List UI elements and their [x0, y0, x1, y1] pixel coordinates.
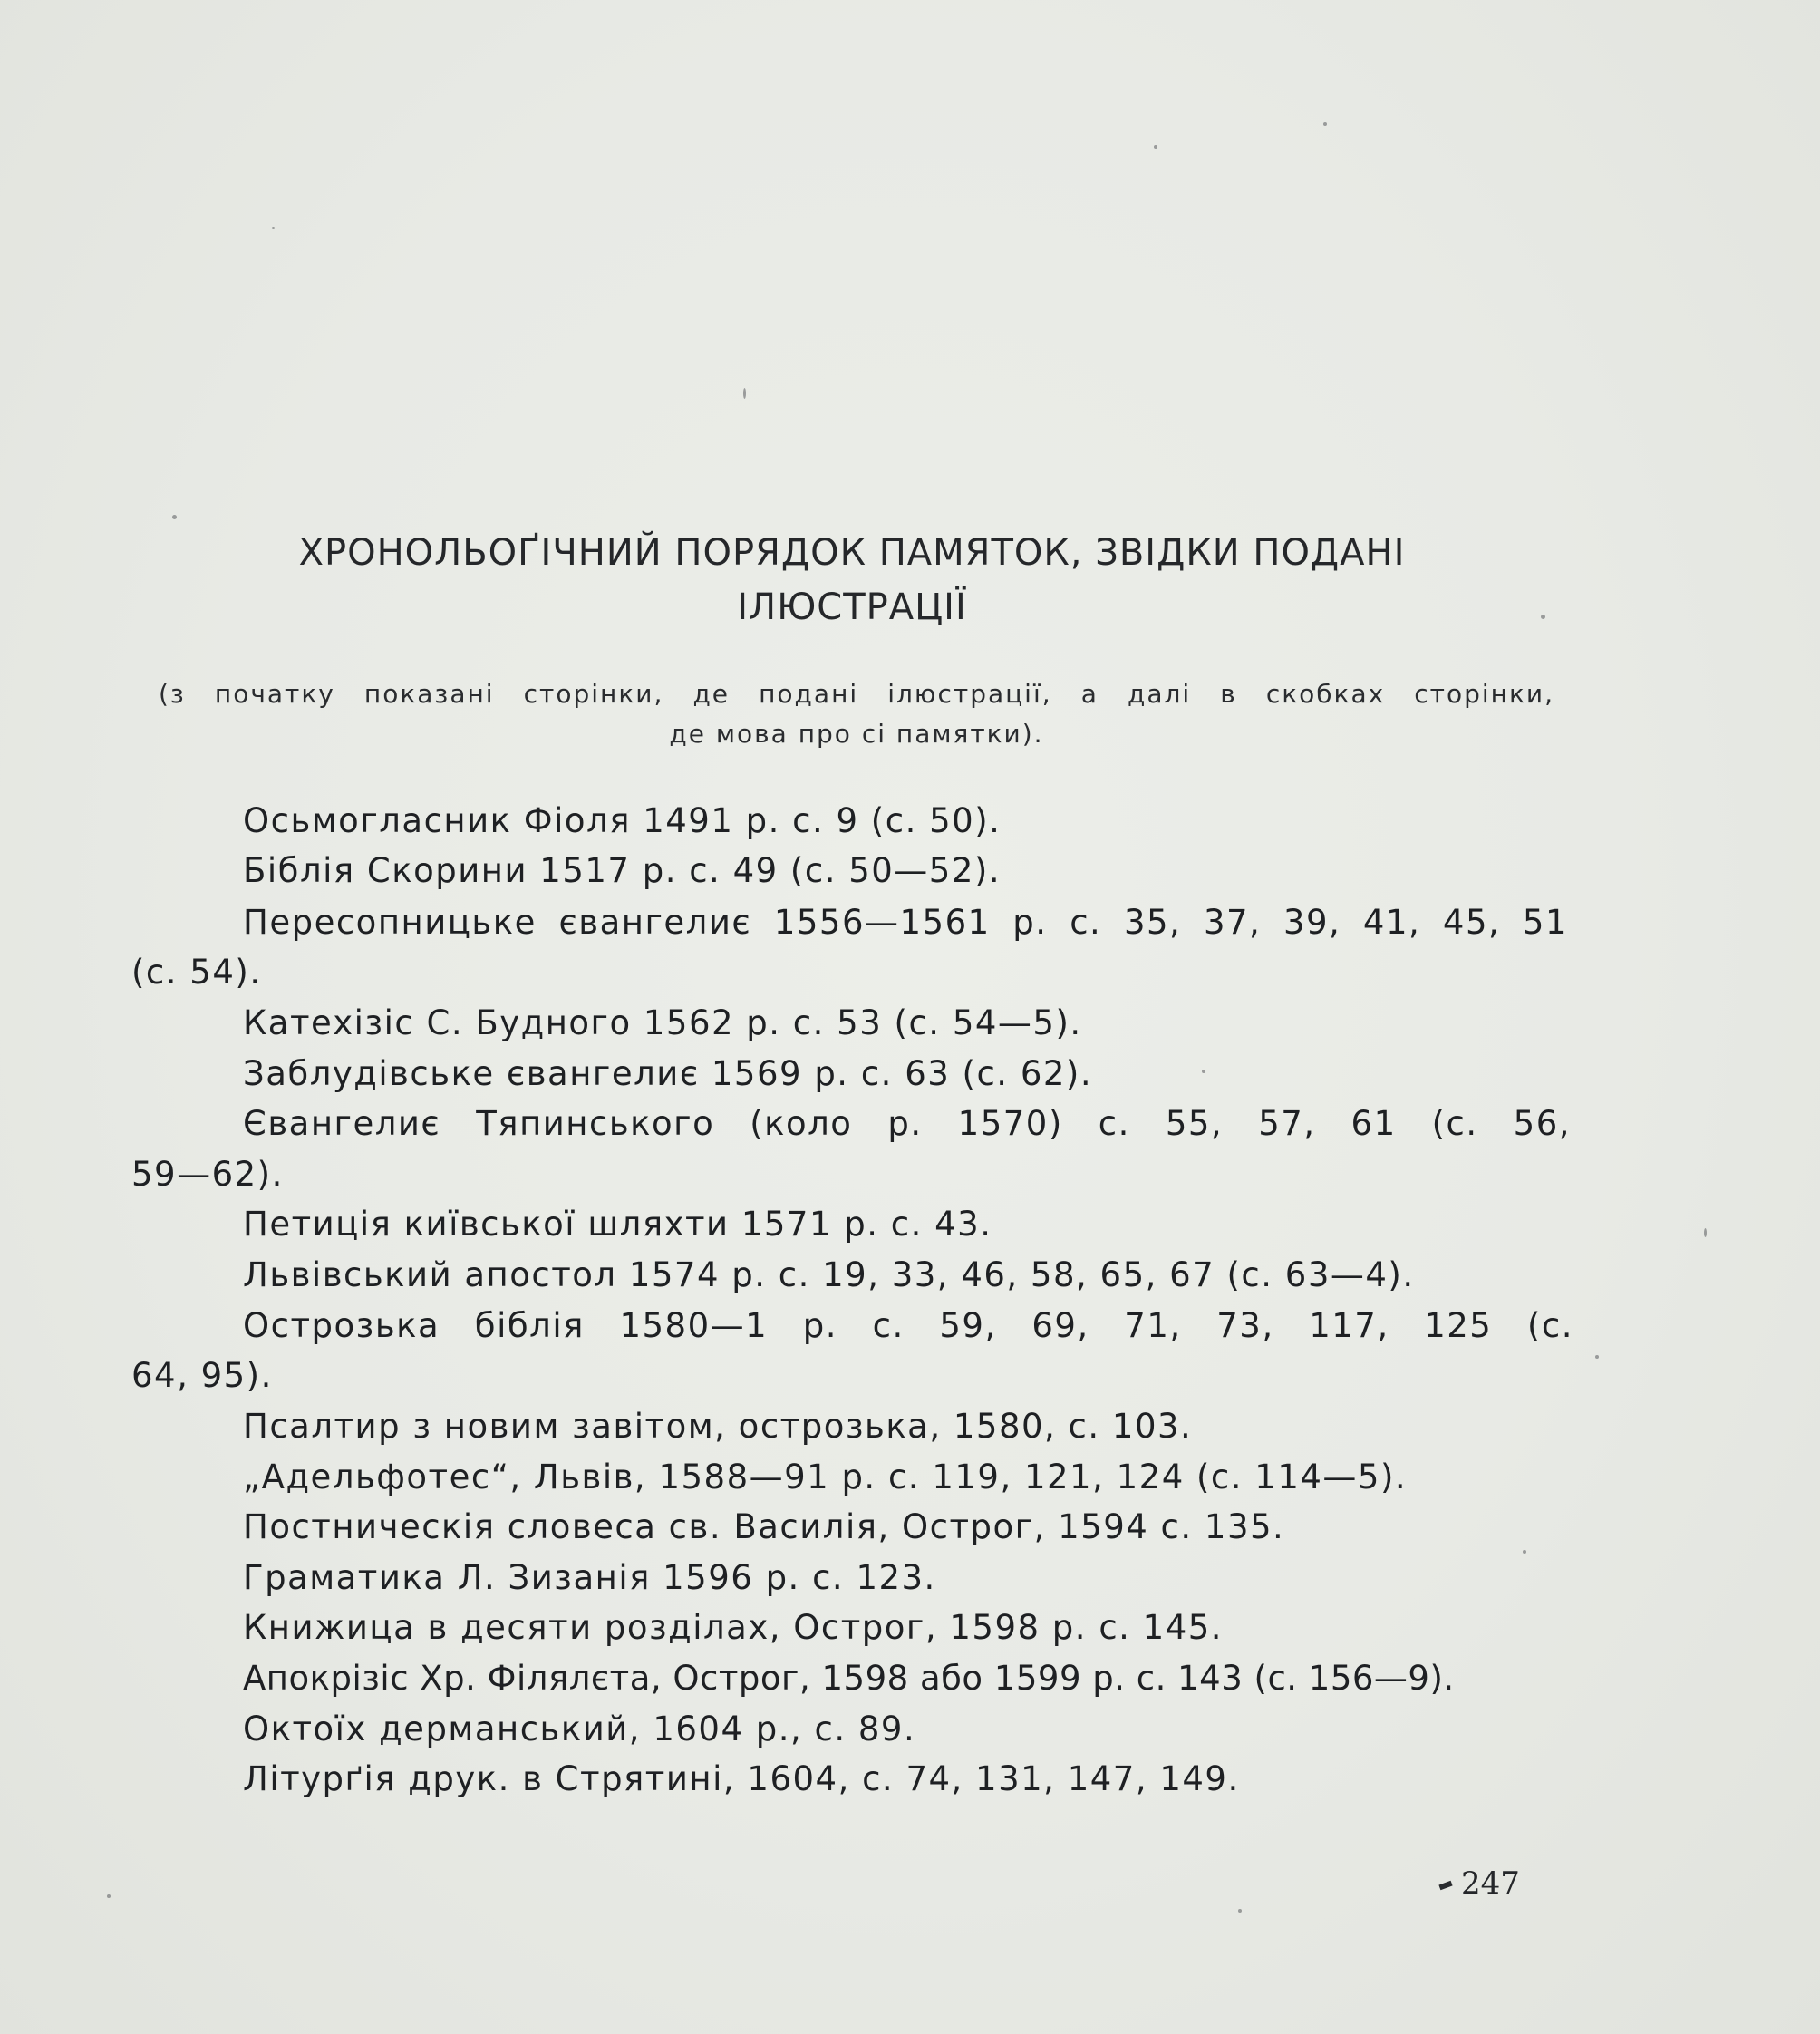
list-item: Літурґія друк. в Стрятині, 1604, с. 74, 131, 147, 149.: [243, 1759, 1240, 1798]
list-item-continuation: (с. 54).: [131, 953, 262, 992]
explanatory-note-line-2: де мова про сі памятки).: [669, 719, 1044, 749]
paper-speck: [1523, 1550, 1526, 1554]
list-item: Октоїх дерманський, 1604 р., с. 89.: [243, 1710, 916, 1748]
paper-speck: [1202, 1070, 1205, 1073]
paper-speck: [1595, 1355, 1599, 1359]
paper-speck: [107, 1894, 111, 1898]
paper-speck: [1154, 145, 1157, 149]
paper-speck: [1323, 122, 1327, 126]
page-number-text: 247: [1461, 1865, 1520, 1902]
list-item: Катехізіс С. Будного 1562 р. с. 53 (с. 54—5).: [243, 1003, 1082, 1042]
list-item-continuation: 64, 95).: [131, 1356, 273, 1395]
heading-line-2: ІЛЮСТРАЦІЇ: [737, 586, 967, 628]
list-item: Пересопницьке євангелиє 1556—1561 р. с. 35, 37, 39, 41, 45, 51: [243, 903, 1568, 942]
list-item: Книжица в десяти розділах, Острог, 1598 р. с. 145.: [243, 1608, 1224, 1647]
list-item: Петиція київської шляхти 1571 р. с. 43.: [243, 1205, 992, 1244]
list-item: Біблія Скорини 1517 р. с. 49 (с. 50—52).: [243, 851, 1002, 890]
paper-speck: [743, 388, 746, 399]
list-item: Постническія словеса св. Василія, Острог, 1594 с. 135.: [243, 1507, 1285, 1546]
paper-speck: [1704, 1228, 1707, 1237]
list-item: „Адельфотес“, Львів, 1588—91 р. с. 119, 121, 124 (с. 114—5).: [243, 1458, 1408, 1496]
page-mark-glyph: [1438, 1881, 1452, 1890]
explanatory-note-line-1: (з початку показані сторінки, де подані ілюстрації, а далі в скобках сторінки,: [159, 679, 1554, 709]
paper-speck: [172, 515, 177, 519]
page-number: [1439, 1865, 1520, 1902]
paper-speck: [1238, 1909, 1242, 1913]
heading-line-1: ХРОНОЛЬОҐІЧНИЙ ПОРЯДОК ПАМЯТОК, ЗВІДКИ ПОДАНІ: [298, 532, 1406, 574]
list-item: Осьмогласник Фіоля 1491 р. с. 9 (с. 50).: [243, 801, 1002, 840]
list-item: Апокрізіс Хр. Філялєта, Острог, 1598 або 1599 р. с. 143 (с. 156—9).: [243, 1659, 1455, 1698]
paper-speck: [272, 227, 275, 229]
list-item: Євангелиє Тяпинського (коло р. 1570) с. 55, 57, 61 (с. 56,: [243, 1104, 1571, 1143]
list-item: Львівський апостол 1574 р. с. 19, 33, 46, 58, 65, 67 (с. 63—4).: [243, 1255, 1415, 1294]
list-item-continuation: 59—62).: [131, 1155, 284, 1194]
list-item: Заблудівське євангелиє 1569 р. с. 63 (с. 62).: [243, 1054, 1093, 1093]
list-item: Граматика Л. Зизанія 1596 р. с. 123.: [243, 1558, 936, 1597]
paper-speck: [1541, 615, 1545, 619]
list-item: Псалтир з новим завітом, острозька, 1580, с. 103.: [243, 1407, 1193, 1446]
list-item: Острозька біблія 1580—1 р. с. 59, 69, 71, 73, 117, 125 (с.: [243, 1306, 1573, 1345]
